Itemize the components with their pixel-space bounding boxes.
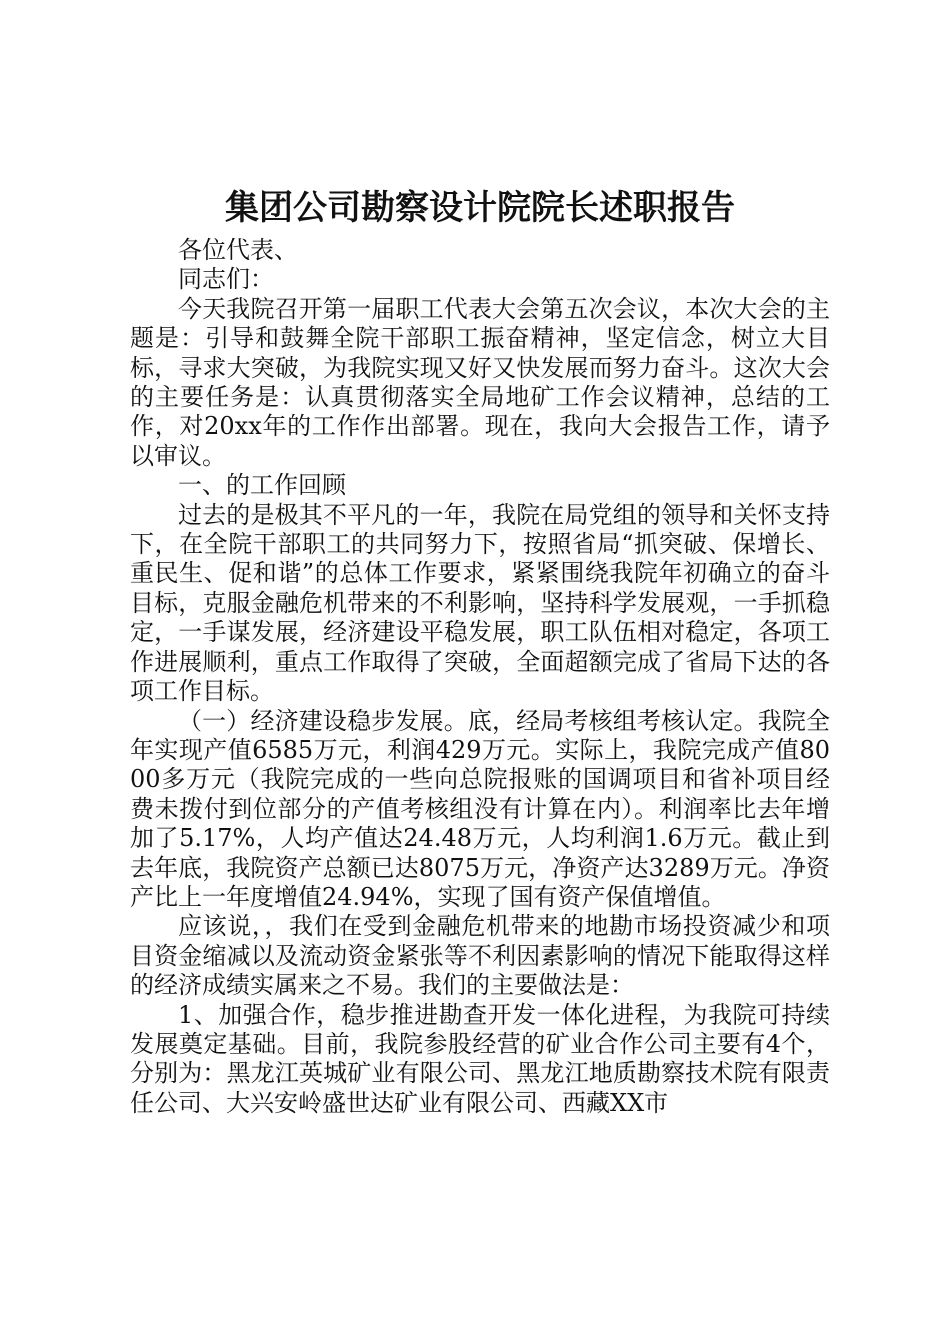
economy-paragraph: （一）经济建设稳步发展。底，经局考核组考核认定。我院全年实现产值6585万元，利润429万元。实际上，我院完成产值8000多万元（我院完成的一些向总院报账的国调项目和省补项目经费未拨付到位部分的产值考核组没有计算在内）。利润率比去年增加了5.17%，人均产值达24.48万元，人均利润1.6万元。截止到去年底，我院资产总额已达8075万元，净资产达3289万元。净资产比上一年度增值24.94%，实现了国有资产保值增值。 [130, 706, 830, 911]
salutation-line-1: 各位代表、 [178, 236, 298, 264]
intro-paragraph: 今天我院召开第一届职工代表大会第五次会议，本次大会的主题是：引导和鼓舞全院干部职工振奋精神，坚定信念，树立大目标，寻求大突破，为我院实现又好又快发展而努力奋斗。这次大会的主要任务是：认真贯彻落实全局地矿工作会议精神，总结的工作，对20xx年的工作作出部署。现在，我向大会报告工作，请予以审议。 [130, 294, 830, 470]
section-heading: 一、的工作回顾 [178, 471, 346, 500]
salutation-line-2: 同志们： [178, 265, 274, 294]
document-title: 集团公司勘察设计院院长述职报告 [225, 188, 735, 228]
assessment-paragraph: 应该说，，我们在受到金融危机带来的地勘市场投资减少和项目资金缩减以及流动资金紧张等不利因素影响的情况下能取得这样的经济成绩实属来之不易。我们的主要做法是： [130, 912, 830, 1000]
review-paragraph: 过去的是极其不平凡的一年，我院在局党组的领导和关怀支持下，在全院干部职工的共同努力下，按照省局“抓突破、保增长、重民生、促和谐”的总体工作要求，紧紧围绕我院年初确立的奋斗目标，克服金融危机带来的不利影响，坚持科学发展观，一手抓稳定，一手谋发展，经济建设平稳发展，职工队伍相对稳定，各项工作进展顺利，重点工作取得了突破，全面超额完成了省局下达的各项工作目标。 [130, 500, 830, 706]
document-page [130, 180, 830, 1118]
measure-paragraph: 1、加强合作，稳步推进勘查开发一体化进程，为我院可持续发展奠定基础。目前，我院参股经营的矿业合作公司主要有4个，分别为：黑龙江英城矿业有限公司、黑龙江地质勘察技术院有限责任公司、大兴安岭盛世达矿业有限公司、西藏XX市 [130, 1000, 830, 1117]
